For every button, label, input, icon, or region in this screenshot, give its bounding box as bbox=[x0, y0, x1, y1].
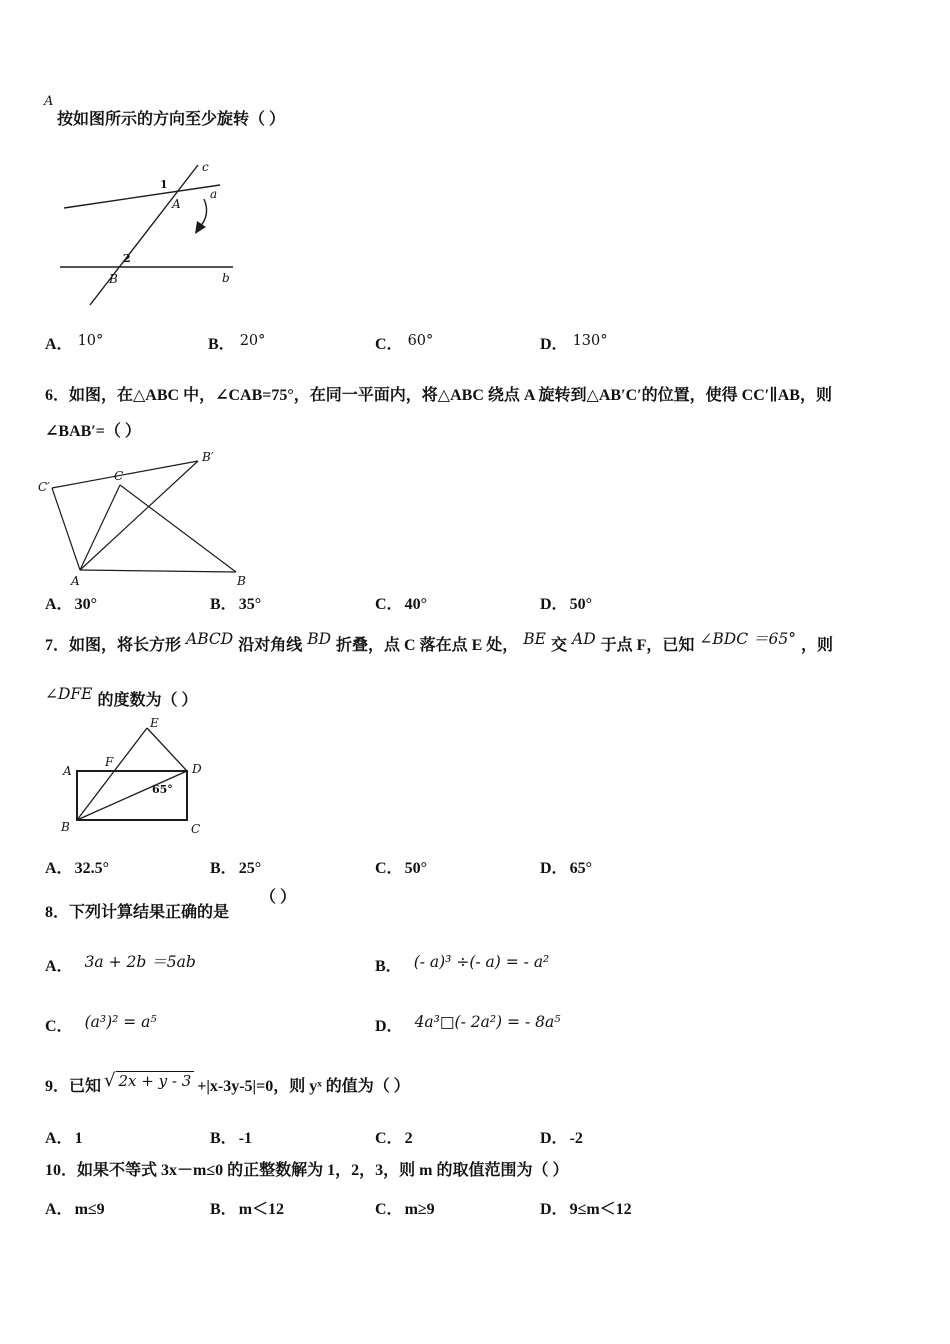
q10-option-b bbox=[210, 1196, 284, 1219]
q7-option-b bbox=[210, 855, 261, 878]
q10-options-row bbox=[0, 1196, 950, 1222]
q6-option-d-label: D． bbox=[540, 596, 568, 613]
q7-math-ABCD: ABCD bbox=[186, 630, 234, 648]
q6-label-B: B bbox=[237, 574, 246, 588]
q8-option-a bbox=[45, 953, 196, 976]
q9-sqrt-expression bbox=[104, 1072, 194, 1090]
q6-option-a-value: 30° bbox=[74, 596, 97, 613]
q8-option-c bbox=[45, 1013, 157, 1036]
q5-label-B: B bbox=[109, 272, 118, 286]
q7-option-a bbox=[45, 855, 109, 878]
q6-line-AC bbox=[80, 485, 120, 570]
q10-option-c-label: C． bbox=[375, 1201, 403, 1218]
q5-figure bbox=[50, 155, 240, 313]
q6-option-a-label: A． bbox=[45, 596, 73, 613]
q5-options-row bbox=[0, 331, 950, 357]
q5-option-b-label: B． bbox=[208, 336, 235, 353]
q8-option-d bbox=[375, 1013, 560, 1036]
q9-options-row bbox=[0, 1125, 950, 1151]
q7-label-B: B bbox=[61, 820, 70, 834]
q5-label-c: c bbox=[202, 160, 209, 174]
q10-option-c bbox=[375, 1196, 435, 1219]
q7-label-F: F bbox=[105, 755, 114, 769]
q8-option-c-math: (a³)² = a⁵ bbox=[84, 1013, 157, 1031]
q7-option-c-value: 50° bbox=[404, 860, 427, 877]
q7-stem-line1 bbox=[45, 630, 834, 657]
q7-seg1: 如图，将长方形 bbox=[69, 637, 182, 654]
q8-option-d-label: D． bbox=[375, 1018, 403, 1035]
q9-option-d-value: -2 bbox=[569, 1130, 583, 1147]
q6-option-d-value: 50° bbox=[569, 596, 592, 613]
q9-number: 9． bbox=[45, 1078, 70, 1095]
q5-option-b bbox=[208, 331, 265, 354]
q5-rotation-arrowhead-icon bbox=[195, 221, 206, 234]
q5-label-a: a bbox=[210, 187, 218, 201]
q10-option-d-value: 9≤m＜12 bbox=[569, 1201, 632, 1218]
q6-stem-line1: 6．如图，在△ABC 中，∠CAB=75°，在同一平面内，将△ABC 绕点 A 旋转到△AB′C′的位置，使得 CC′∥AB，则 bbox=[45, 387, 832, 404]
q7-option-d-label: D． bbox=[540, 860, 568, 877]
q7-option-c-label: C． bbox=[375, 860, 403, 877]
q8-stem bbox=[45, 901, 229, 924]
q9-option-c-label: C． bbox=[375, 1130, 403, 1147]
q7-option-c bbox=[375, 855, 427, 878]
q9-option-b bbox=[210, 1125, 252, 1148]
q9-option-b-value: -1 bbox=[238, 1130, 253, 1147]
q8-option-b-math: (- a)³ ÷(- a) = - a² bbox=[413, 953, 550, 971]
q6-option-b-label: B． bbox=[210, 596, 237, 613]
q7-math-DFE: ∠DFE bbox=[45, 685, 93, 703]
q10-option-b-label: B． bbox=[210, 1201, 237, 1218]
q5-stem-text: 按如图所示的方向至少旋转（ ） bbox=[57, 111, 286, 128]
q6-option-c-label: C． bbox=[375, 596, 403, 613]
q5-option-d bbox=[540, 331, 608, 354]
q7-option-a-label: A． bbox=[45, 860, 73, 877]
q5-figure-lines bbox=[60, 165, 233, 305]
q8-option-c-label: C． bbox=[45, 1018, 73, 1035]
q6-label-Bp: B′ bbox=[202, 450, 214, 464]
q6-option-b bbox=[210, 591, 261, 614]
q7-figure bbox=[52, 716, 212, 840]
q6-line-AB bbox=[80, 570, 236, 572]
q6-line-ABp bbox=[80, 461, 198, 570]
q9-option-d-label: D． bbox=[540, 1130, 568, 1147]
q5-label-angle2: 2 bbox=[123, 252, 131, 265]
q9-option-a-label: A． bbox=[45, 1130, 73, 1147]
q6-stem-line2: ∠BAB′=（ ） bbox=[45, 423, 141, 440]
q6-option-c bbox=[375, 591, 427, 614]
q8-option-a-math: 3a + 2b ＝5ab bbox=[84, 953, 196, 971]
q10-option-b-value: m＜12 bbox=[238, 1201, 285, 1218]
q6-line-CB bbox=[120, 485, 236, 572]
q5-option-c-label: C． bbox=[375, 336, 403, 353]
q7-line-DE bbox=[147, 728, 187, 771]
q7-number: 7． bbox=[45, 637, 70, 654]
sqrt-radical-icon: √ bbox=[104, 1070, 116, 1091]
q10-option-a-label: A． bbox=[45, 1201, 73, 1218]
q10-option-a-value: m≤9 bbox=[74, 1201, 105, 1218]
q9-option-a bbox=[45, 1125, 83, 1148]
q9-sqrt-radicand: 2x + y - 3 bbox=[116, 1071, 195, 1090]
q6-line-ACp bbox=[52, 488, 80, 570]
q7-seg6: ，则 bbox=[801, 637, 834, 654]
q7-line2-text: 的度数为（ ） bbox=[97, 692, 198, 709]
q9-stem bbox=[45, 1070, 410, 1098]
q9-post-text: +|x-3y-5|=0，则 yˣ 的值为（ ） bbox=[197, 1078, 410, 1095]
q10-stem: 10．如果不等式 3x－m≤0 的正整数解为 1，2，3，则 m 的取值范围为（ ） bbox=[45, 1162, 569, 1179]
q7-option-d bbox=[540, 855, 592, 878]
q7-stem-line2 bbox=[45, 685, 198, 712]
q6-option-d bbox=[540, 591, 592, 614]
q10-option-d-label: D． bbox=[540, 1201, 568, 1218]
q9-option-a-value: 1 bbox=[74, 1130, 83, 1147]
q5-label-A: A bbox=[172, 197, 181, 211]
q8-option-d-math: 4a³□(- 2a²) = - 8a⁵ bbox=[414, 1013, 561, 1031]
q6-option-b-value: 35° bbox=[238, 596, 262, 613]
q6-figure bbox=[38, 448, 268, 588]
q8-option-b bbox=[375, 953, 549, 976]
q8-option-a-label: A． bbox=[45, 958, 73, 975]
q7-option-b-label: B． bbox=[210, 860, 237, 877]
q6-label-Cp: C′ bbox=[38, 480, 50, 494]
q7-label-65deg: 65° bbox=[152, 783, 173, 796]
q7-math-BE: BE bbox=[523, 630, 546, 648]
q7-figure-lines bbox=[77, 728, 187, 820]
q8-stem-text: 下列计算结果正确的是 bbox=[69, 904, 230, 921]
q5-option-d-label: D． bbox=[540, 336, 568, 353]
q5-option-c bbox=[375, 331, 433, 354]
q5-option-a-label: A． bbox=[45, 336, 73, 353]
q10-option-c-value: m≥9 bbox=[404, 1201, 435, 1218]
q7-math-BDC65: ∠BDC ＝65° bbox=[699, 630, 796, 648]
q6-option-c-value: 40° bbox=[404, 596, 427, 613]
q8-options-row2 bbox=[0, 1013, 950, 1039]
q7-math-BD: BD bbox=[307, 630, 332, 648]
q9-option-b-label: B． bbox=[210, 1130, 237, 1147]
q7-options-row bbox=[0, 855, 950, 881]
q7-math-AD: AD bbox=[572, 630, 596, 648]
q7-option-b-value: 25° bbox=[238, 860, 262, 877]
q5-option-a bbox=[45, 331, 103, 354]
q5-line-a bbox=[64, 185, 220, 208]
q5-option-b-value: 20° bbox=[239, 333, 266, 349]
q7-option-d-value: 65° bbox=[569, 860, 592, 877]
q7-label-D: D bbox=[192, 762, 202, 776]
q6-option-a bbox=[45, 591, 97, 614]
q7-label-C: C bbox=[191, 822, 201, 836]
q5-option-a-value: 10° bbox=[77, 333, 104, 349]
q7-label-E: E bbox=[150, 716, 159, 730]
q5-option-c-value: 60° bbox=[407, 333, 434, 349]
q5-corner-symbol: A bbox=[44, 94, 54, 109]
q5-label-angle1: 1 bbox=[160, 178, 168, 191]
q7-seg4: 交 bbox=[551, 637, 568, 654]
q9-option-c-value: 2 bbox=[404, 1130, 413, 1147]
q8-options-row1 bbox=[0, 953, 950, 979]
q7-seg2: 沿对角线 bbox=[238, 637, 303, 654]
q5-line-c bbox=[90, 165, 198, 305]
q6-options-row bbox=[0, 591, 950, 617]
q8-option-b-label: B． bbox=[375, 958, 402, 975]
q5-label-b: b bbox=[222, 271, 230, 285]
q10-option-d bbox=[540, 1196, 632, 1219]
q7-seg3: 折叠，点 C 落在点 E 处， bbox=[336, 637, 519, 654]
q7-option-a-value: 32.5° bbox=[74, 860, 109, 877]
q9-option-d bbox=[540, 1125, 583, 1148]
q10-option-a bbox=[45, 1196, 105, 1219]
q8-paren: （ ） bbox=[260, 889, 297, 906]
q7-seg5: 于点 F，已知 bbox=[600, 637, 695, 654]
q9-option-c bbox=[375, 1125, 413, 1148]
q8-number: 8． bbox=[45, 904, 70, 921]
q6-figure-lines bbox=[52, 461, 236, 572]
q6-label-A: A bbox=[71, 574, 80, 588]
q5-option-d-value: 130° bbox=[572, 333, 608, 349]
q6-label-C: C bbox=[114, 469, 124, 483]
q6-figure-labels bbox=[38, 450, 246, 588]
q7-line-BE bbox=[77, 728, 147, 820]
q9-pre-text: 已知 bbox=[69, 1078, 102, 1095]
q7-label-A: A bbox=[63, 764, 72, 778]
q6-line-CpBp bbox=[52, 461, 198, 488]
